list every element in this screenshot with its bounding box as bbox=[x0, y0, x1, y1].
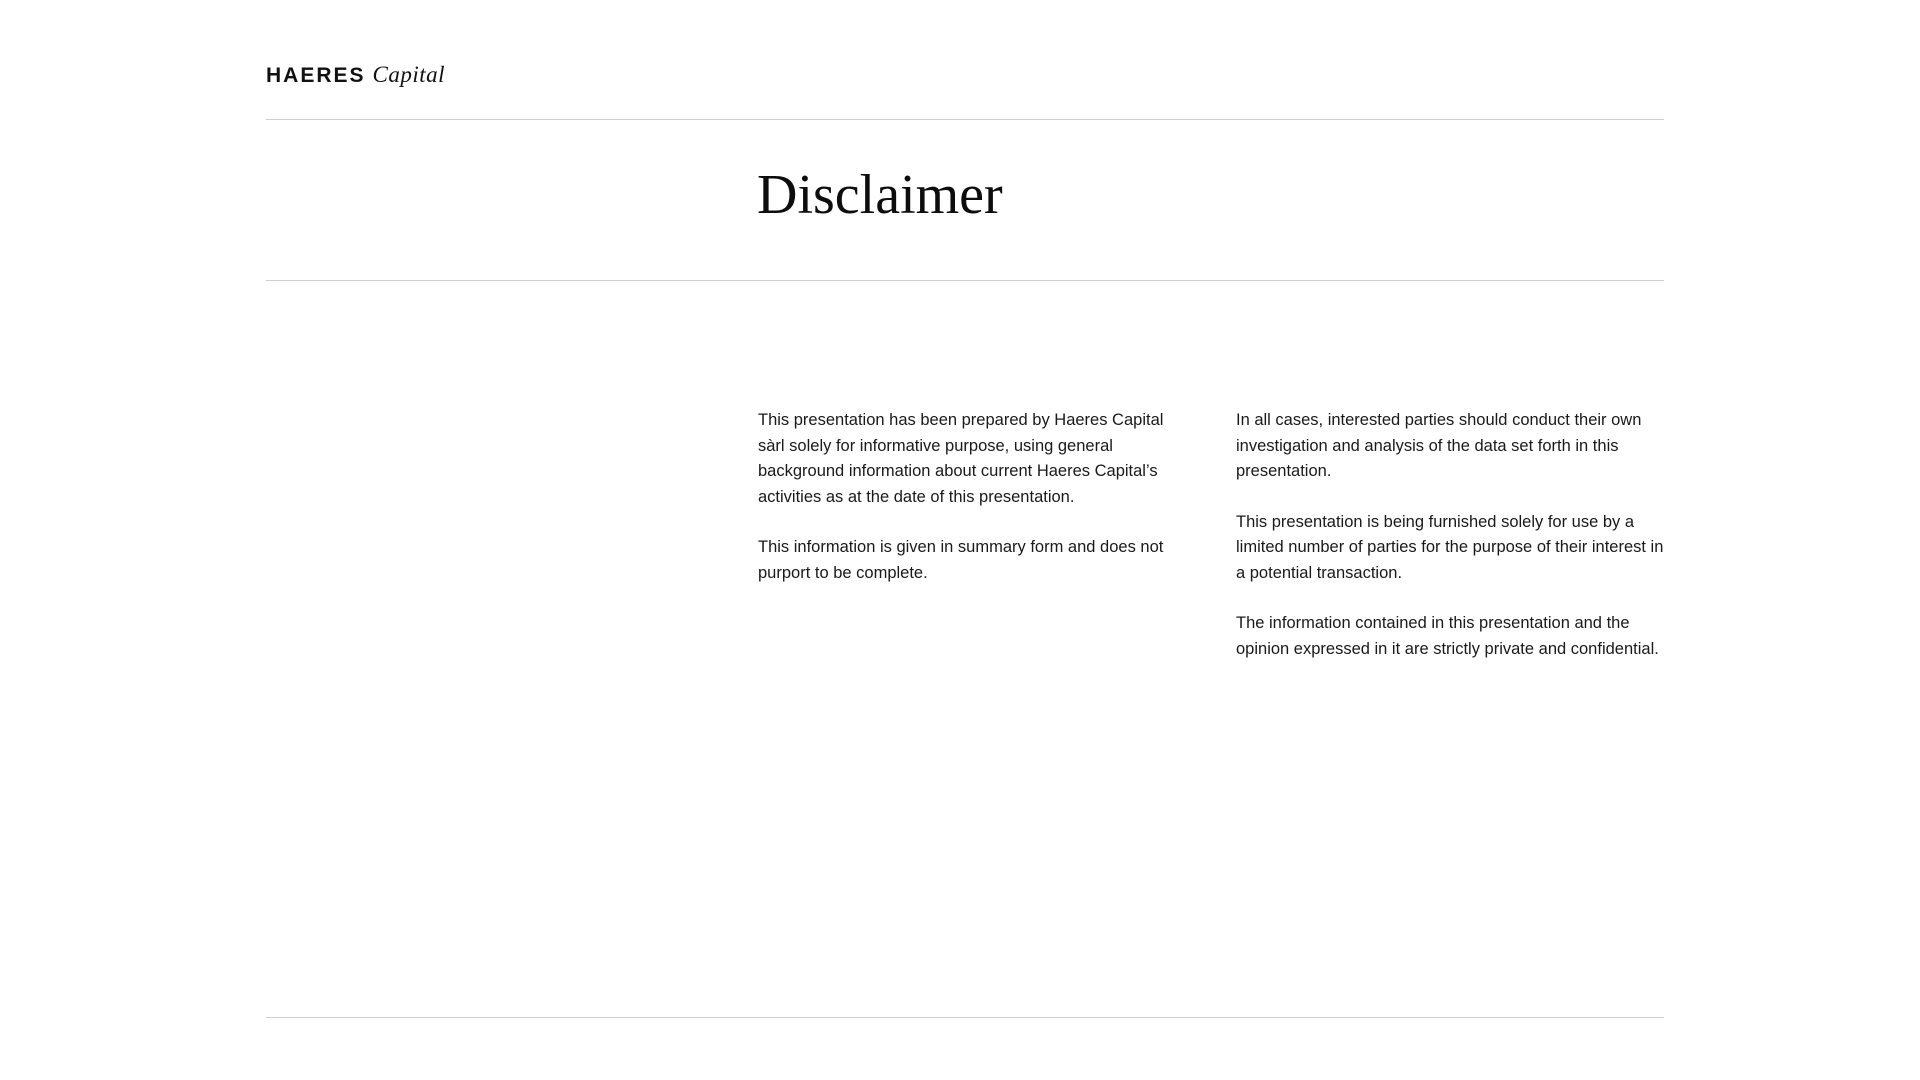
disclaimer-column-right bbox=[1236, 408, 1666, 687]
page-title: Disclaimer bbox=[757, 164, 1003, 226]
brand-logo bbox=[266, 62, 445, 94]
disclaimer-paragraph: This presentation has been prepared by Haeres Capital sàrl solely for informative purpose, using general background information about current Haeres Capital’s activities as at the date of this presentation. bbox=[758, 411, 1164, 506]
footer-divider bbox=[266, 1017, 1664, 1018]
disclaimer-paragraph: This information is given in summary form and does not purport to be complete. bbox=[758, 538, 1164, 582]
title-divider bbox=[266, 280, 1664, 281]
disclaimer-paragraph: In all cases, interested parties should conduct their own investigation and analysis of the data set forth in this presentation. bbox=[1236, 411, 1642, 480]
disclaimer-paragraph: This presentation is being furnished solely for use by a limited number of parties for the purpose of their interest in a potential transaction. bbox=[1236, 512, 1664, 582]
brand-name: HAERES bbox=[266, 64, 366, 87]
brand-subtitle: Capital bbox=[372, 62, 446, 87]
header-divider bbox=[266, 119, 1664, 120]
disclaimer-column-left bbox=[758, 408, 1188, 611]
disclaimer-paragraph: The information contained in this presentation and the opinion expressed in it are strictly private and confidential. bbox=[1236, 614, 1659, 658]
